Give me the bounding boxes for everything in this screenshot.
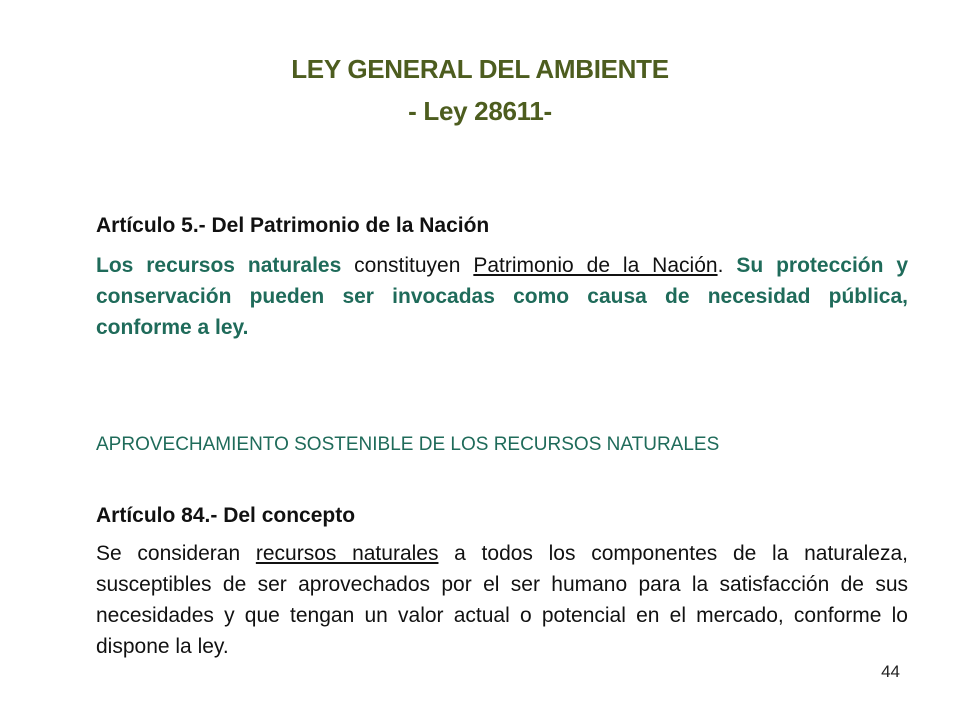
article-5-body (96, 250, 908, 343)
article-5-period: . (717, 254, 737, 277)
article-5-highlight-resources: Los recursos naturales (96, 254, 342, 277)
article-5-text: constituyen (341, 254, 474, 277)
article-5-highlight-protection: Su protección y conservación pueden ser invocadas como causa de necesidad pública, conforme a ley. (96, 254, 909, 339)
article-84-body (96, 538, 908, 662)
article-84-text-start: Se consideran (96, 542, 256, 565)
article-84-underlined-resources: recursos naturales (255, 542, 439, 565)
title-line-1: LEY GENERAL DEL AMBIENTE (291, 54, 669, 84)
title-line-2: - Ley 28611- (408, 96, 552, 126)
article-5-underlined-patrimony: Patrimonio de la Nación (473, 254, 718, 277)
article-5-heading: Artículo 5.- Del Patrimonio de la Nación (96, 214, 490, 237)
article-84-heading: Artículo 84.- Del concepto (96, 504, 356, 527)
page-title (0, 48, 960, 132)
section-heading: APROVECHAMIENTO SOSTENIBLE DE LOS RECURSOS NATURALES (96, 434, 720, 455)
article-84-text-rest: a todos los componentes de la naturaleza, susceptibles de ser aprovechados por el ser humano para la satisfacción de sus necesidades y que tengan un valor actual o potencial en el mercado, conforme lo dispone la ley. (96, 542, 908, 658)
page-number: 44 (881, 662, 900, 681)
